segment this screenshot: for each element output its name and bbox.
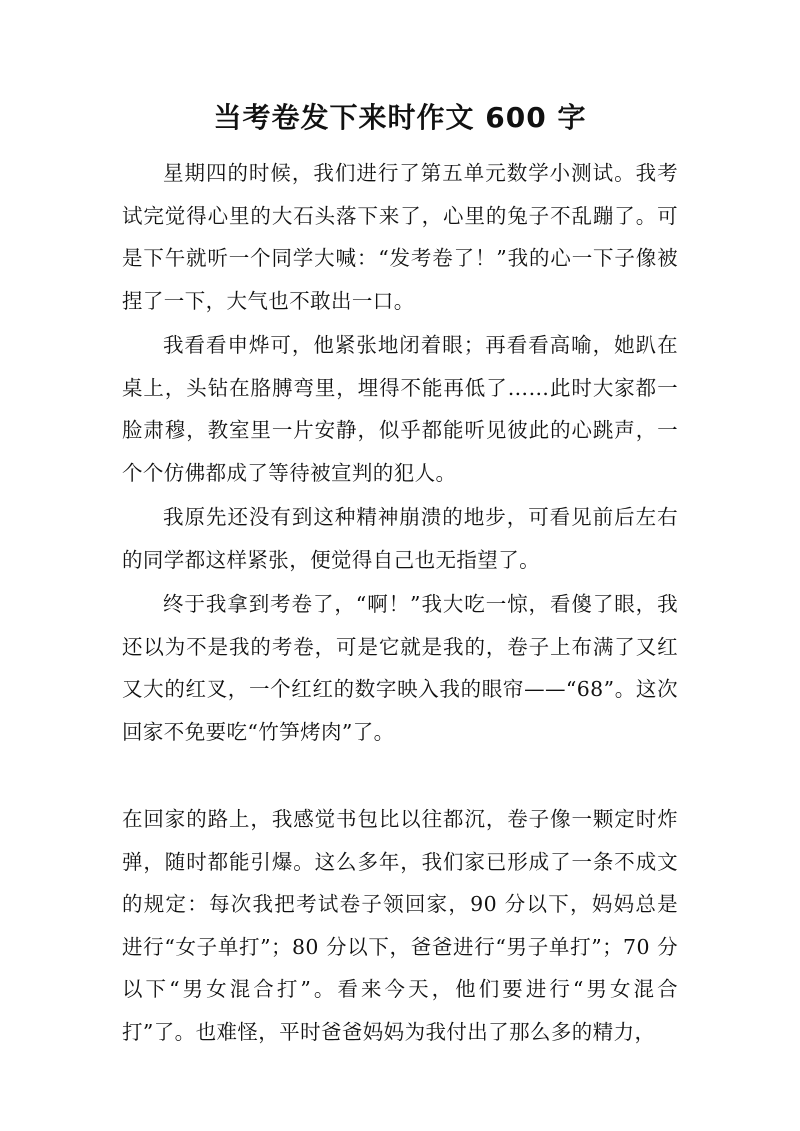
document-body: [122, 152, 678, 1055]
paragraph-4: 终于我拿到考卷了，“啊！”我大吃一惊，看傻了眼，我还以为不是我的考卷，可是它就是我的，卷子上布满了又红又大的红叉，一个红红的数字映入我的眼帘——“68”。这次回家不免要吃“竹笋烤肉”了。: [122, 592, 678, 744]
paragraph-2: 我看看申烨可，他紧张地闭着眼；再看看高喻，她趴在桌上，头钻在胳膊弯里，埋得不能再低了……此时大家都一脸肃穆，教室里一片安静，似乎都能听见彼此的心跳声，一个个仿佛都成了等待被宣判的犯人。: [122, 333, 678, 485]
paragraph-1: 星期四的时候，我们进行了第五单元数学小测试。我考试完觉得心里的大石头落下来了，心里的兔子不乱蹦了。可是下午就听一个同学大喊：“发考卷了！”我的心一下子像被捏了一下，大气也不敢出一口。: [122, 161, 678, 313]
document-title: 当考卷发下来时作文 600 字: [213, 101, 587, 134]
paragraph-3: 我原先还没有到这种精神崩溃的地步，可看见前后左右的同学都这样紧张，便觉得自己也无指望了。: [122, 505, 678, 572]
paragraph-5: 在回家的路上，我感觉书包比以往都沉，卷子像一颗定时炸弹，随时都能引爆。这么多年，我们家已形成了一条不成文的规定：每次我把考试卷子领回家，90 分以下，妈妈总是进行“女子单打”；80 分以下，爸爸进行“男子单打”；70 分以下“男女混合打”。看来今天，他们要进行“男女混合打”了。也难怪，平时爸爸妈妈为我付出了那么多的精力，: [122, 807, 678, 1044]
paragraph-gap: [122, 755, 678, 798]
